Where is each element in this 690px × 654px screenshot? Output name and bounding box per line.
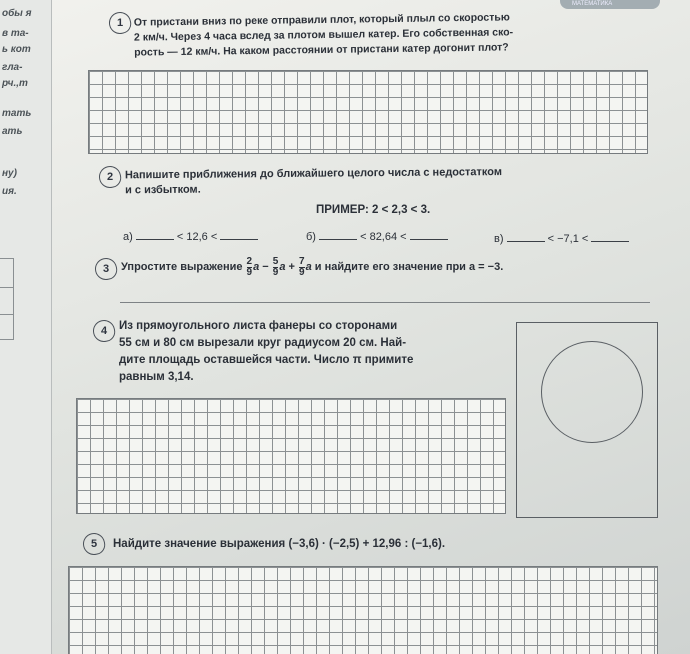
side-fragment: гла- [2,62,23,73]
task-5-text: Найдите значение выражения (−3,6) · (−2,5) + 12,96 : (−1,6). [113,538,446,550]
task-4-line: 55 см и 80 см вырезали круг радиусом 20 см. Най- [119,337,407,349]
task-number-2: 2 [99,166,121,188]
fraction: $\frac{7}{9}$ [299,255,305,278]
section-header-label: МАТЕМАТИКА [572,1,613,7]
task-5-answer-grid[interactable] [68,566,658,654]
task-2-line: и с избытком. [125,183,201,197]
task-1-line: От пристани вниз по реке отправили плот, который плыл со скоростью [133,11,510,29]
side-fragment: рч.,т [2,78,28,89]
task-2-item-b: б) < 82,64 < [306,230,448,245]
task-2-item-a: а) < 12,6 < [123,230,258,245]
task-1-text [134,8,655,60]
task-2-example: ПРИМЕР: 2 < 2,3 < 3. [316,204,431,216]
task-number-3: 3 [95,258,117,280]
fraction: $\frac{2}{9}$ [246,255,253,278]
answer-blank[interactable] [220,230,258,240]
fraction: $\frac{5}{9}$ [272,255,279,278]
answer-blank[interactable] [319,230,357,240]
side-fragment: тать [2,108,32,119]
task-3-answer-line[interactable] [120,302,650,303]
task-1-line: 2 км/ч. Через 4 часа вслед за плотом вышел катер. Его собственная ско- [133,26,514,44]
cut-circle-drawing [541,341,643,443]
task-3-text: Упростите выражение $\frac{2}{9}$ a − $\frac{5}{9}$ a + $\frac{7}{9}$ a и найдите его значение при a = −3. [121,255,504,278]
answer-blank[interactable] [507,232,545,242]
side-fragment: ь кот [2,44,31,55]
task-4-line: равным 3,14. [119,371,194,383]
task-4-answer-grid[interactable] [76,398,506,514]
task-1-answer-grid[interactable] [88,70,648,154]
task-4-line: Из прямоугольного листа фанеры со сторонами [119,320,398,332]
task-number-1: 1 [109,12,131,34]
side-fragment: ну) [2,168,17,179]
side-table-fragment [0,258,14,340]
task-number-5: 5 [83,533,105,555]
side-fragment: в та- [2,28,29,39]
task-4-text [119,318,519,386]
task-4-line: дите площадь оставшейся части. Число π примите [119,354,414,366]
task-2-line: Напишите приближения до ближайшего целого числа с недостатком [124,166,502,182]
task-2-text [125,164,655,199]
task-2-item-c: в) < −7,1 < [494,232,629,247]
answer-blank[interactable] [136,230,174,240]
plywood-sheet-drawing [516,322,658,518]
side-fragment: ать [2,126,23,137]
answer-blank[interactable] [591,232,629,242]
task-1-line: рость — 12 км/ч. На каком расстоянии от пристани катер догонит плот? [134,41,509,59]
task-number-4: 4 [93,320,115,342]
side-fragment: обы я [2,8,32,19]
answer-blank[interactable] [410,230,448,240]
side-fragment: ия. [2,186,17,197]
